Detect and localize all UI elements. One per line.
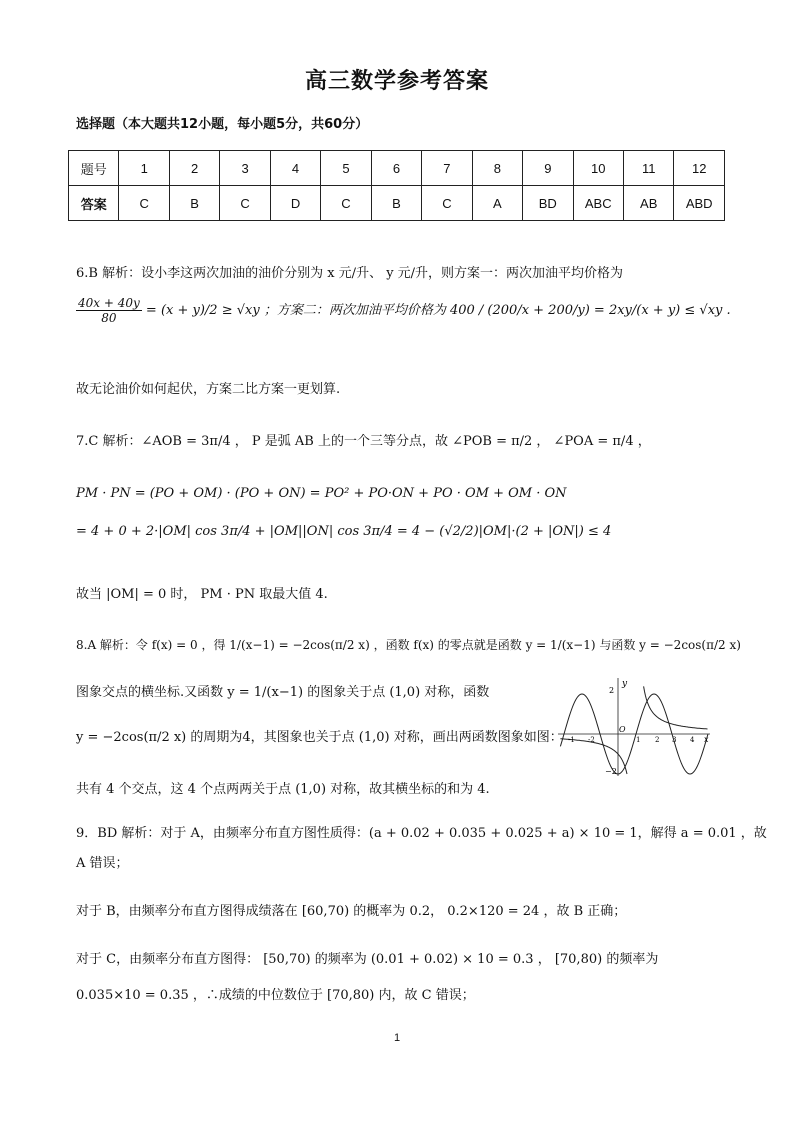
answer-cell: B bbox=[169, 186, 219, 221]
x-tick-label: -1 bbox=[568, 736, 575, 744]
q8-line-1: 8.A 解析：令 f(x) = 0 ，得 1/(x−1) = −2cos(π/2 x) ，函数 f(x) 的零点就是函数 y = 1/(x−1) 与函数 y = −2cos(π/2 x) bbox=[76, 638, 741, 652]
q9-line-5: 0.035×10 = 0.35 ，∴成绩的中位数位于 [70,80) 内，故 C 错误； bbox=[76, 988, 475, 1003]
answer-cell: C bbox=[321, 186, 371, 221]
question-number: 11 bbox=[623, 151, 673, 186]
x-tick-label: 1 bbox=[636, 736, 641, 744]
answer-cell: BD bbox=[523, 186, 573, 221]
q9-line-1: 9．BD 解析：对于 A，由频率分布直方图性质得：(a + 0.02 + 0.035 + 0.025 + a) × 10 = 1，解得 a = 0.01 ，故 bbox=[76, 826, 767, 841]
answer-cell: A bbox=[472, 186, 522, 221]
q7-line-1: 7.C 解析：∠AOB = 3π/4 ， P 是弧 AB 上的一个三等分点，故 ∠POB = π/2 ， ∠POA = π/4 ， bbox=[76, 434, 651, 449]
q9-line-4: 对于 C，由频率分布直方图得： [50,70) 的频率为 (0.01 + 0.02) × 10 = 0.3 ， [70,80) 的频率为 bbox=[76, 952, 659, 967]
q6-line-1: 6.B 解析：设小李这两次加油的油价分别为 x 元/升、 y 元/升，则方案一：两次加油平均价格为 bbox=[76, 266, 624, 281]
answer-cell: AB bbox=[623, 186, 673, 221]
origin-label: O bbox=[619, 725, 626, 734]
q6-line-2 bbox=[76, 296, 731, 325]
page-number: 1 bbox=[393, 1032, 401, 1044]
question-number: 3 bbox=[220, 151, 270, 186]
question-number: 2 bbox=[169, 151, 219, 186]
x-tick-label: 3 bbox=[672, 736, 677, 744]
q7-line-2: PM · PN = (PO + OM) · (PO + ON) = PO² + PO·ON + PO · OM + OM · ON bbox=[76, 486, 567, 501]
question-number: 7 bbox=[422, 151, 472, 186]
tick-label-minus-2: −2 bbox=[605, 767, 617, 776]
x-axis-label: x bbox=[704, 735, 709, 744]
x-tick-label: 2 bbox=[655, 736, 660, 744]
table-row-answers bbox=[69, 186, 725, 221]
question-number: 1 bbox=[119, 151, 169, 186]
answer-table bbox=[68, 150, 725, 221]
x-tick-label: 4 bbox=[690, 736, 695, 744]
q8-line-3: y = −2cos(π/2 x) 的周期为4，其图象也关于点 (1,0) 对称，画出两函数图象如图： bbox=[76, 730, 563, 745]
page-title: 高三数学参考答案 bbox=[304, 69, 489, 94]
question-number: 10 bbox=[573, 151, 623, 186]
q6-fraction-den: 80 bbox=[101, 311, 117, 325]
question-number: 8 bbox=[472, 151, 522, 186]
answer-cell: C bbox=[119, 186, 169, 221]
q8-line-2: 图象交点的横坐标.又函数 y = 1/(x−1) 的图象关于点 (1,0) 对称，函数 bbox=[76, 685, 490, 700]
q7-line-3: = 4 + 0 + 2·|OM| cos 3π/4 + |OM||ON| cos 3π/4 = 4 − (√2/2)|OM|·(2 + |ON|) ≤ 4 bbox=[76, 524, 612, 539]
q6-fraction bbox=[76, 296, 142, 325]
tick-label-2: 2 bbox=[609, 686, 615, 695]
table-row-numbers bbox=[69, 151, 725, 186]
q8-line-4: 共有 4 个交点，这 4 个点两两关于点 (1,0) 对称，故其横坐标的和为 4. bbox=[76, 782, 490, 797]
row-label-answer: 答案 bbox=[69, 186, 119, 221]
question-number: 5 bbox=[321, 151, 371, 186]
answer-cell: B bbox=[371, 186, 421, 221]
q6-expr-2: 400 / (200/x + 200/y) = 2xy/(x + y) ≤ √xy . bbox=[449, 303, 731, 318]
q9-line-2: A 错误； bbox=[76, 856, 129, 871]
q6-fraction-num: 40x + 40y bbox=[78, 296, 140, 310]
q6-line-3: 故无论油价如何起伏，方案二比方案一更划算. bbox=[76, 382, 341, 397]
answer-cell: C bbox=[422, 186, 472, 221]
x-tick-label: -2 bbox=[588, 736, 595, 744]
answer-cell: D bbox=[270, 186, 320, 221]
q6-expr-1: = (x + y)/2 ≥ √xy ；方案二：两次加油平均价格为 bbox=[145, 303, 446, 318]
answer-cell: ABC bbox=[573, 186, 623, 221]
question-number: 12 bbox=[674, 151, 725, 186]
hyperbola-left-branch bbox=[560, 739, 627, 774]
q7-line-4: 故当 |OM| = 0 时， PM · PN 取最大值 4. bbox=[76, 587, 328, 602]
section-heading: 选择题（本大题共12小题，每小题5分，共60分） bbox=[76, 117, 369, 132]
answer-cell: C bbox=[220, 186, 270, 221]
question-number: 9 bbox=[523, 151, 573, 186]
question-number: 4 bbox=[270, 151, 320, 186]
function-graph-figure bbox=[556, 676, 712, 778]
question-number: 6 bbox=[371, 151, 421, 186]
q9-line-3: 对于 B，由频率分布直方图得成绩落在 [60,70) 的概率为 0.2， 0.2×120 = 24 ，故 B 正确； bbox=[76, 904, 627, 919]
row-label-number: 题号 bbox=[69, 151, 119, 186]
answer-cell: ABD bbox=[674, 186, 725, 221]
hyperbola-right-branch bbox=[644, 686, 708, 729]
y-axis-label: y bbox=[622, 679, 628, 689]
